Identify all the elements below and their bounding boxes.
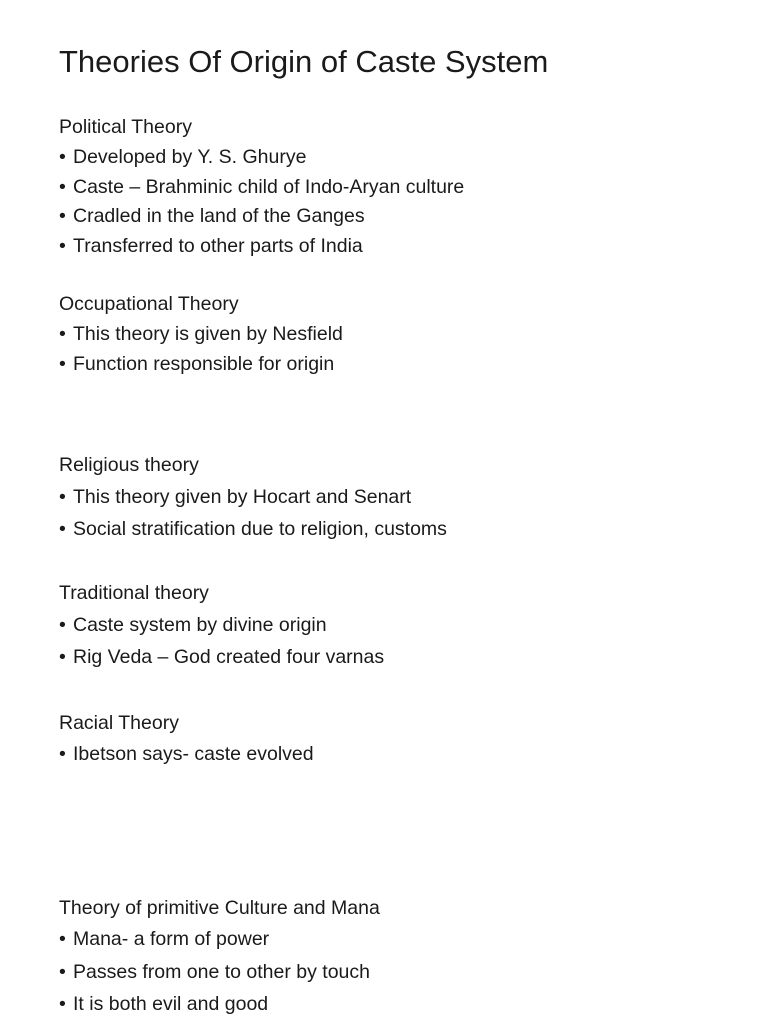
bullet-item [59, 484, 739, 516]
section-political-theory [59, 114, 739, 262]
section-heading: Racial Theory [59, 712, 179, 734]
bullet-text: Cradled in the land of the Ganges [73, 205, 365, 227]
bullet-dot-icon: • [59, 743, 66, 765]
bullet-text: Transferred to other parts of India [73, 234, 363, 257]
bullet-dot-icon: • [59, 960, 66, 983]
bullet-item [59, 233, 739, 263]
bullet-text: Caste system by divine origin [73, 614, 327, 636]
bullet-text: Mana- a form of power [73, 928, 270, 950]
section-racial-theory [59, 710, 739, 767]
bullet-dot-icon: • [59, 928, 66, 950]
section-heading: Occupational Theory [59, 293, 239, 315]
bullet-text: Social stratification due to religion, customs [73, 518, 447, 540]
bullet-item [59, 926, 739, 959]
bullet-item [59, 144, 739, 174]
bullet-text: Function responsible for origin [73, 353, 335, 375]
section-heading: Theory of primitive Culture and Mana [59, 897, 380, 919]
bullet-item [59, 321, 739, 351]
section-heading: Political Theory [59, 116, 192, 138]
bullet-item [59, 959, 739, 992]
bullet-text: It is both evil and good [73, 993, 269, 1015]
bullet-dot-icon: • [59, 205, 66, 227]
bullet-item [59, 351, 739, 381]
bullet-dot-icon: • [59, 234, 66, 257]
bullet-item [59, 644, 739, 676]
bullet-text: Developed by Y. S. Ghurye [73, 146, 307, 168]
bullet-dot-icon: • [59, 646, 66, 668]
bullet-text: Ibetson says- caste evolved [73, 743, 314, 765]
bullet-dot-icon: • [59, 614, 66, 636]
section-heading: Traditional theory [59, 582, 209, 604]
bullet-dot-icon: • [59, 323, 66, 345]
section-religious-theory [59, 452, 739, 548]
bullet-dot-icon: • [59, 993, 66, 1015]
bullet-text: Rig Veda – God created four varnas [73, 646, 385, 668]
section-primitive-culture-mana [59, 895, 739, 1024]
bullet-dot-icon: • [59, 353, 66, 375]
bullet-dot-icon: • [59, 486, 66, 508]
bullet-item [59, 516, 739, 548]
bullet-dot-icon: • [59, 518, 66, 540]
section-heading: Religious theory [59, 454, 199, 476]
bullet-text: This theory given by Hocart and Senart [73, 486, 412, 508]
bullet-item [59, 741, 739, 767]
bullet-text: Caste – Brahminic child of Indo-Aryan culture [73, 175, 465, 198]
bullet-item [59, 612, 739, 644]
bullet-text: Passes from one to other by touch [73, 960, 370, 983]
section-traditional-theory [59, 580, 739, 676]
bullet-item [59, 203, 739, 233]
bullet-dot-icon: • [59, 175, 66, 198]
section-occupational-theory [59, 291, 739, 381]
page-title: Theories Of Origin of Caste System [59, 44, 549, 79]
bullet-item [59, 991, 739, 1024]
bullet-item [59, 174, 739, 204]
bullet-dot-icon: • [59, 146, 66, 168]
bullet-text: This theory is given by Nesfield [73, 323, 343, 345]
